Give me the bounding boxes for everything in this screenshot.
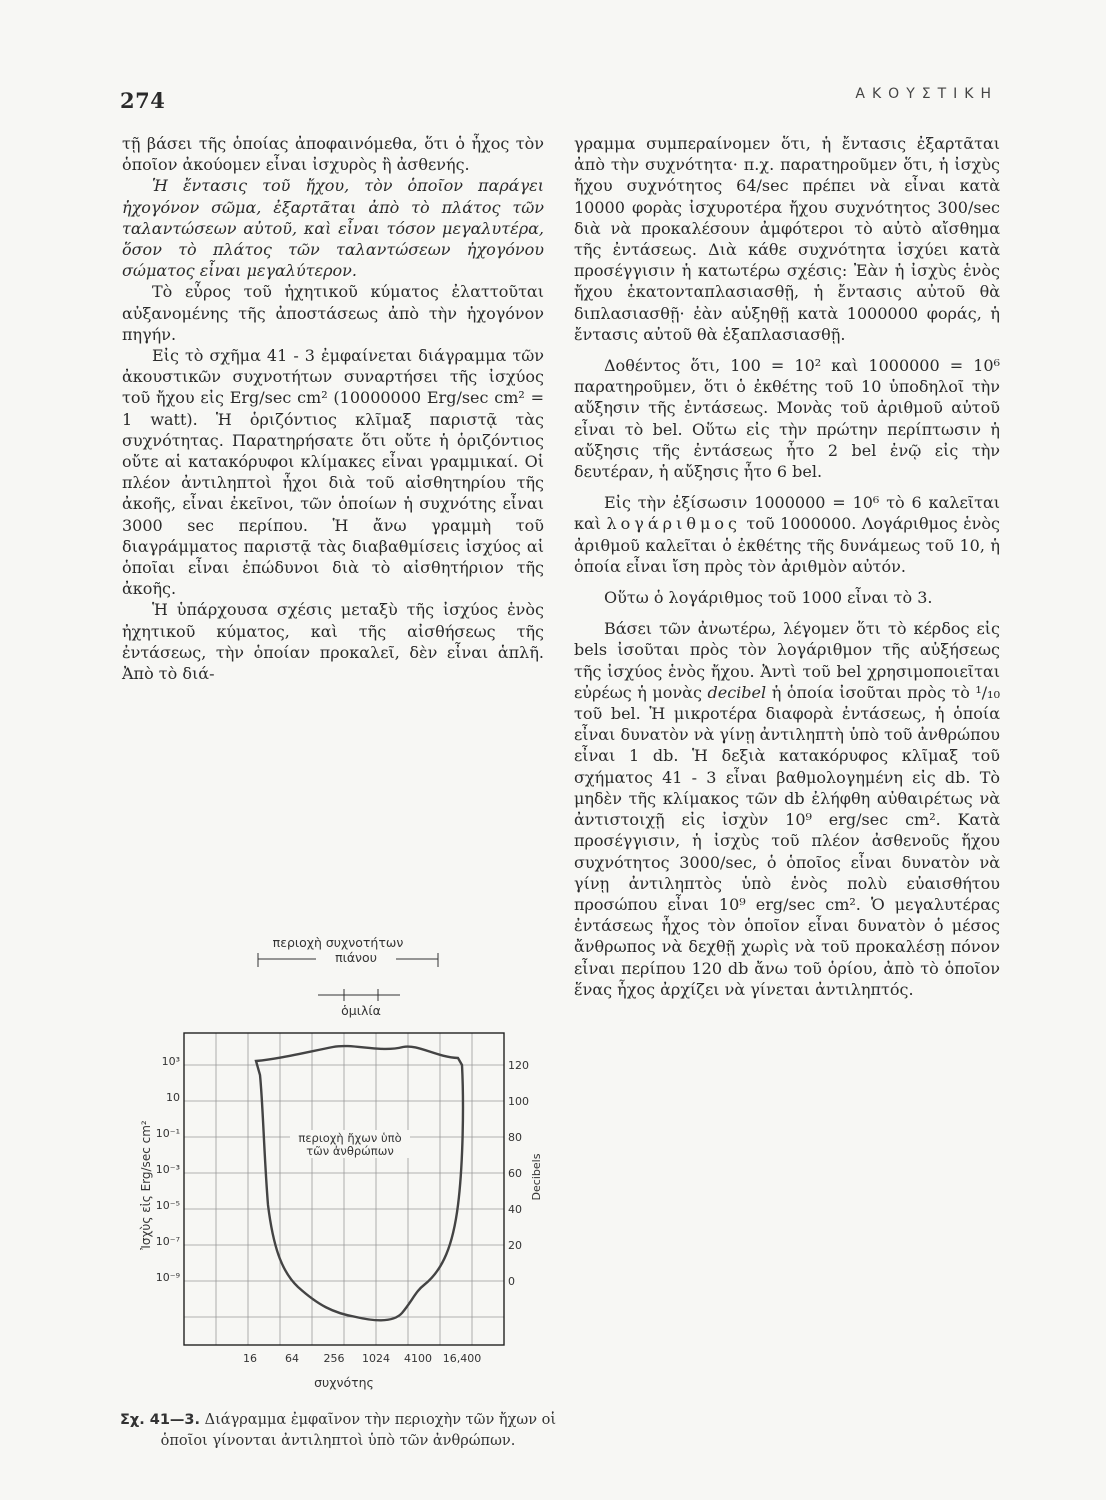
y-right-tick: 40 bbox=[508, 1203, 522, 1216]
grid bbox=[184, 1033, 504, 1345]
paragraph: Δοθέντος ὅτι, 100 = 10² καὶ 1000000 = 10⁶ παρατηροῦμεν, ὅτι ὁ ἐκθέτης τοῦ 10 ὑποδηλοῖ τὴν αὔξησιν τῆς ἐντάσεως. Μονὰς τοῦ ἀριθμοῦ αὐτοῦ εἶναι τὸ bel. Οὕτω εἰς τὴν πρώτην περίπτωσιν ἡ αὔξησις τῆς ἐντάσεως ἦτο 2 bel ἐνῷ εἰς τὴν δευτέραν, ἡ αὔξησις ἦτο 6 bel. bbox=[574, 356, 1000, 482]
y-left-tick: 10⁻³ bbox=[155, 1163, 180, 1176]
paragraph: Οὕτω ὁ λογάριθμος τοῦ 1000 εἶναι τὸ 3. bbox=[604, 588, 933, 608]
x-tick: 1024 bbox=[362, 1352, 390, 1365]
y-left-tick: 10⁻⁷ bbox=[155, 1235, 180, 1248]
y-left-tick: 10 bbox=[166, 1091, 180, 1104]
y-right-tick: 0 bbox=[508, 1275, 515, 1288]
text-run: τοῦ 1000000. Λογάριθμος ἑνὸς ἀριθμοῦ καλεῖται ὁ ἐκθέτης τῆς δυνάμεως τοῦ 10, ἡ ὁποία εἶναι ἴση πρὸς τὸν ἀριθμὸν αὐτόν. bbox=[574, 514, 1001, 576]
left-column bbox=[122, 133, 544, 684]
x-tick: 16 bbox=[243, 1352, 257, 1365]
y-right-tick: 20 bbox=[508, 1239, 522, 1252]
paragraph: Ἡ ὑπάρχουσα σχέσις μεταξὺ τῆς ἰσχύος ἑνὸς ἠχητικοῦ κύματος, καὶ τῆς αἰσθήσεως τῆς ἐντάσεως, τὴν ὁποίαν προκαλεῖ, δὲν εἶναι ἁπλῆ. Ἀπὸ τὸ διά- bbox=[122, 600, 544, 684]
paragraph: γραμμα συμπεραίνομεν ὅτι, ἡ ἔντασις ἐξαρτᾶται ἀπὸ τὴν συχνότητα· π.χ. παρατηροῦμεν ὅτι, ἡ ἰσχὺς ἤχου συχνότητος 64/sec πρέπει νὰ εἶναι κατὰ 10000 φορὰς ἰσχυροτέρα ἤχου συχνότητος 300/sec διὰ νὰ προκαλέσουν ἀμφότεροι τὸ αὐτὸ αἴσθημα τῆς ἐντάσεως. Διὰ κάθε συχνότητα ἰσχύει κατὰ προσέγγισιν ἡ κατωτέρω σχέσις: Ἐὰν ἡ ἰσχὺς ἑνὸς ἤχου ἑκατονταπλασιασθῇ, ἡ ἔντασις αὐτοῦ θὰ διπλασιασθῇ· ἐὰν αὐξηθῇ κατὰ 1000000 φοράς, ἡ ἔντασις αὐτοῦ θὰ ἑξαπλασιασθῇ. bbox=[574, 134, 1000, 344]
y-right-tick: 100 bbox=[508, 1095, 529, 1108]
hearing-area-label: περιοχὴ ἤχων ὑπὸ bbox=[298, 1131, 402, 1145]
y-left-tick: 10⁻⁵ bbox=[155, 1199, 180, 1212]
speech-label: ὁμιλία bbox=[341, 1003, 381, 1018]
y-left-tick: 10⁻⁹ bbox=[155, 1271, 180, 1284]
running-title: ΑΚΟΥΣΤΙΚΗ bbox=[855, 86, 998, 102]
x-tick: 16,400 bbox=[442, 1352, 482, 1365]
text-run: Βάσει τῶν ἀνωτέρω, λέγομεν ὅτι τὸ κέρδος εἰς bels ἰσοῦται πρὸς τὸν λογάριθμον τῆς αὐξήσεως τῆς ἰσχύος ἑνὸς ἤχου. Ἀντὶ τοῦ bel χρησιμοποιεῖται εὐρέως ἡ μονὰς bbox=[574, 619, 1000, 702]
y-left-axis-label: Ἰσχὺς εἰς Erg/sec cm² bbox=[139, 1120, 153, 1250]
y-right-tick: 80 bbox=[508, 1131, 522, 1144]
x-axis-label: συχνότης bbox=[314, 1375, 374, 1390]
x-tick: 4100 bbox=[404, 1352, 432, 1365]
page-number: 274 bbox=[120, 88, 166, 113]
text-run: Εἰς τὴν ἐξίσωσιν 1000000 = 10⁶ τὸ 6 καλεῖται καὶ bbox=[574, 493, 1000, 534]
hearing-diagram bbox=[118, 925, 558, 1405]
y-right-axis-label: Decibels bbox=[530, 1153, 543, 1201]
y-right-tick: 60 bbox=[508, 1167, 522, 1180]
caption-label: Σχ. 41—3. bbox=[119, 1412, 201, 1428]
piano-label: πιάνου bbox=[335, 950, 377, 965]
caption-text: Διάγραμμα ἐμφαῖνον τὴν περιοχὴν τῶν ἤχων οἱ ὁποῖοι γίνονται ἀντιληπτοὶ ὑπὸ τῶν ἀνθρώπων. bbox=[160, 1412, 557, 1449]
italic-principle: Ἡ ἔντασις τοῦ ἤχου, τὸν ὁποῖον παράγει ἠχογόνον σῶμα, ἐξαρτᾶται ἀπὸ τὸ πλάτος τῶν ταλαντώσεων αὐτοῦ, καὶ εἶναι τόσον μεγαλυτέρα, ὅσον τὸ πλάτος τῶν ταλαντώσεων ἠχογόνου σώματος εἶναι μεγαλύτερον. bbox=[122, 176, 544, 281]
diagram-svg bbox=[118, 925, 558, 1405]
paragraph: τῇ βάσει τῆς ὁποίας ἀποφαινόμεθα, ὅτι ὁ ἦχος τὸν ὁποῖον ἀκούομεν εἶναι ἰσχυρὸς ἢ ἀσθενής. bbox=[122, 134, 544, 175]
y-left-tick: 10³ bbox=[161, 1055, 180, 1068]
emphasized-term: λογάριθμος bbox=[606, 514, 741, 534]
right-column bbox=[574, 133, 1000, 1000]
x-tick: 256 bbox=[323, 1352, 345, 1365]
hearing-area-label: τῶν ἀνθρώπων bbox=[306, 1144, 394, 1158]
text-run: ἡ ὁποία ἰσοῦται πρὸς τὸ ¹/₁₀ τοῦ bel. Ἡ μικροτέρα διαφορὰ ἐντάσεως, ἡ ὁποία εἶναι δυνατὸν νὰ γίνῃ ἀντιληπτὴ ὑπὸ τοῦ ἀνθρώπου εἶναι 1 db. Ἡ δεξιὰ κατακόρυφος κλῖμαξ τοῦ σχήματος 41 - 3 εἶναι βαθμολογημένη εἰς db. Τὸ μηδὲν τῆς κλίμακος τῶν db ἐλήφθη αὐθαιρέτως νὰ ἀντιστοιχῇ εἰς ἰσχὺν 10⁹ erg/sec cm². Κατὰ προσέγγισιν, ἡ ἰσχὺς τοῦ πλέον ἀσθενοῦς ἤχου συχνότητος 3000/sec, ὁ ὁποῖος εἶναι δυνατὸν νὰ γίνῃ ἀντιληπτὸς ὑπὸ ἑνὸς πολὺ εὐαισθήτου προσώπου εἶναι 10⁹ erg/sec cm². Ὁ μεγαλυτέρας ἐντάσεως ἦχος τὸν ὁποῖον εἶναι δυνατὸν ὁ μέσος ἄνθρωπος νὰ δεχθῇ χωρὶς νὰ τοῦ προκαλέσῃ πόνον εἶναι περίπου 120 db ἄνω τοῦ ὁρίου, ἀπὸ τὸ ὁποῖον ἕνας ἦχος ἀρχίζει νὰ γίνεται ἀντιληπτός. bbox=[574, 682, 1001, 999]
paragraph: Τὸ εὖρος τοῦ ἠχητικοῦ κύματος ἐλαττοῦται αὐξανομένης τῆς ἀποστάσεως ἀπὸ τὴν ἠχογόνον πηγήν. bbox=[122, 282, 544, 344]
paragraph bbox=[574, 618, 1000, 1000]
x-tick: 64 bbox=[285, 1352, 299, 1365]
paragraph: Εἰς τὸ σχῆμα 41 - 3 ἐμφαίνεται διάγραμμα τῶν ἀκουστικῶν συχνοτήτων συναρτήσει τῆς ἰσχύος τοῦ ἤχου εἰς Erg/sec cm² (10000000 Erg/sec cm² = 1 watt). Ἡ ὁριζόντιος κλῖμαξ παριστᾷ τὰς συχνότητας. Παρατηρήσατε ὅτι οὔτε ἡ ὁριζόντιος οὔτε αἱ κατακόρυφοι κλίμακες εἶναι γραμμικαί. Οἱ πλέον ἀντιληπτοὶ ἦχοι διὰ τοῦ αἰσθητηρίου τῆς ἀκοῆς, εἶναι ἐκεῖνοι, τῶν ὁποίων ἡ συχνότης εἶναι 3000 sec περίπου. Ἡ ἄνω γραμμὴ τοῦ διαγράμματος παριστᾷ τὰς διαβαθμίσεις ἰσχύος αἱ ὁποῖαι εἶναι ἐπώδυνοι διὰ τὸ αἰσθητήριον τῆς ἀκοῆς. bbox=[122, 346, 544, 599]
y-right-tick: 120 bbox=[508, 1059, 529, 1072]
frequency-range-label: περιοχὴ συχνοτήτων bbox=[272, 935, 404, 950]
y-left-tick: 10⁻¹ bbox=[155, 1127, 180, 1140]
figure-caption bbox=[108, 1410, 568, 1452]
paragraph bbox=[574, 492, 1000, 577]
emphasized-term: decibel bbox=[707, 682, 767, 702]
hearing-area-curve bbox=[256, 1046, 463, 1320]
